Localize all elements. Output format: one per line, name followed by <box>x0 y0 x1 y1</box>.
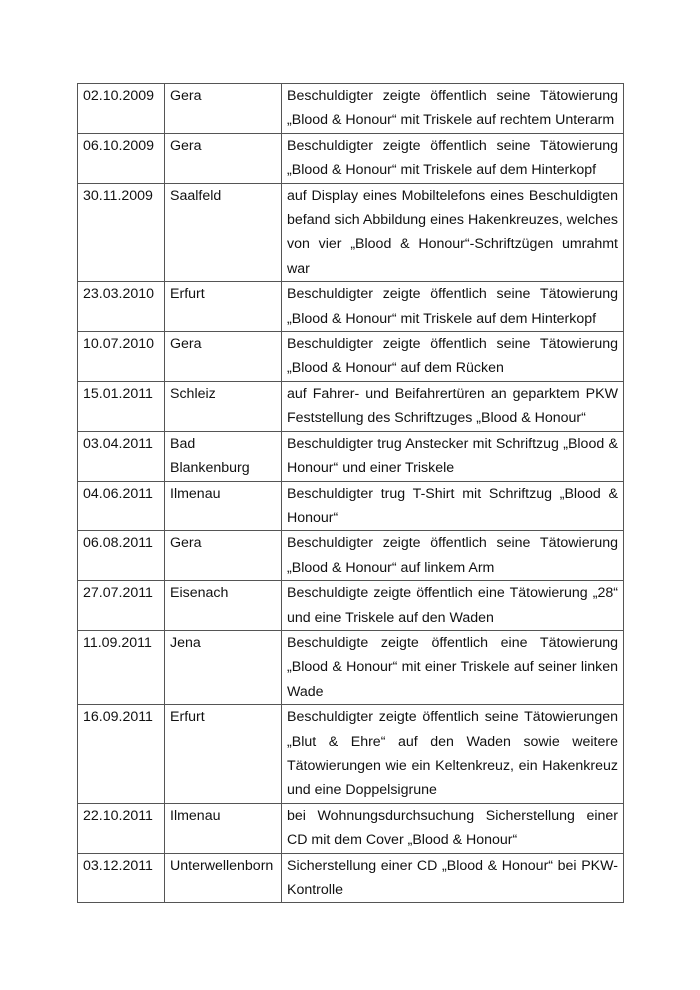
description-cell: Beschuldigter zeigte öffentlich seine Tätowierung „Blood & Honour“ mit Triskele auf rechtem Unterarm <box>282 84 624 134</box>
table-row <box>78 332 624 382</box>
table-row <box>78 481 624 531</box>
date-cell: 22.10.2011 <box>78 803 165 853</box>
incident-table-body <box>78 84 624 903</box>
date-cell: 16.09.2011 <box>78 705 165 804</box>
date-cell: 23.03.2010 <box>78 282 165 332</box>
table-row <box>78 705 624 804</box>
description-cell: Beschuldigte zeigte öffentlich eine Tätowierung „28“ und eine Triskele auf den Waden <box>282 581 624 631</box>
date-cell: 30.11.2009 <box>78 183 165 282</box>
description-cell: Beschuldigte zeigte öffentlich eine Tätowierung „Blood & Honour“ mit einer Triskele auf seiner linken Wade <box>282 630 624 704</box>
place-cell: Saalfeld <box>165 183 282 282</box>
table-row <box>78 803 624 853</box>
place-cell: Erfurt <box>165 705 282 804</box>
place-cell: Jena <box>165 630 282 704</box>
description-cell: Beschuldigter zeigte öffentlich seine Tätowierung „Blood & Honour“ auf linkem Arm <box>282 531 624 581</box>
date-cell: 11.09.2011 <box>78 630 165 704</box>
place-cell: Ilmenau <box>165 481 282 531</box>
place-cell: Unterwellenborn <box>165 853 282 903</box>
place-cell: Gera <box>165 332 282 382</box>
place-cell: Ilmenau <box>165 803 282 853</box>
description-cell: Beschuldigter zeigte öffentlich seine Tätowierung „Blood & Honour“ mit Triskele auf dem Hinterkopf <box>282 282 624 332</box>
description-cell: Beschuldigter zeigte öffentlich seine Tätowierung „Blood & Honour“ mit Triskele auf dem Hinterkopf <box>282 133 624 183</box>
description-cell: Beschuldigter trug Anstecker mit Schriftzug „Blood & Honour“ und einer Triskele <box>282 431 624 481</box>
table-row <box>78 630 624 704</box>
date-cell: 06.08.2011 <box>78 531 165 581</box>
description-cell: auf Fahrer- und Beifahrertüren an geparktem PKW Feststellung des Schriftzuges „Blood & Honour“ <box>282 381 624 431</box>
date-cell: 02.10.2009 <box>78 84 165 134</box>
table-row <box>78 133 624 183</box>
description-cell: auf Display eines Mobiltelefons eines Beschuldigten befand sich Abbildung eines Hakenkreuzes, welches von vier „Blood & Honour“-Schriftzügen umrahmt war <box>282 183 624 282</box>
description-cell: Beschuldigter trug T-Shirt mit Schriftzug „Blood & Honour“ <box>282 481 624 531</box>
description-cell: bei Wohnungsdurchsuchung Sicherstellung einer CD mit dem Cover „Blood & Honour“ <box>282 803 624 853</box>
place-cell: Gera <box>165 531 282 581</box>
table-row <box>78 581 624 631</box>
place-cell: Schleiz <box>165 381 282 431</box>
description-cell: Beschuldigter zeigte öffentlich seine Tätowierungen „Blut & Ehre“ auf den Waden sowie weitere Tätowierungen wie ein Keltenkreuz, ein Hakenkreuz und eine Doppelsigrune <box>282 705 624 804</box>
date-cell: 27.07.2011 <box>78 581 165 631</box>
date-cell: 06.10.2009 <box>78 133 165 183</box>
date-cell: 15.01.2011 <box>78 381 165 431</box>
place-cell: Bad Blankenburg <box>165 431 282 481</box>
table-row <box>78 853 624 903</box>
table-row <box>78 84 624 134</box>
description-cell: Sicherstellung einer CD „Blood & Honour“ bei PKW-Kontrolle <box>282 853 624 903</box>
table-row <box>78 431 624 481</box>
date-cell: 04.06.2011 <box>78 481 165 531</box>
incident-table <box>77 83 624 903</box>
place-cell: Gera <box>165 84 282 134</box>
table-row <box>78 531 624 581</box>
table-row <box>78 183 624 282</box>
date-cell: 10.07.2010 <box>78 332 165 382</box>
date-cell: 03.04.2011 <box>78 431 165 481</box>
table-row <box>78 282 624 332</box>
description-cell: Beschuldigter zeigte öffentlich seine Tätowierung „Blood & Honour“ auf dem Rücken <box>282 332 624 382</box>
date-cell: 03.12.2011 <box>78 853 165 903</box>
table-row <box>78 381 624 431</box>
place-cell: Erfurt <box>165 282 282 332</box>
place-cell: Eisenach <box>165 581 282 631</box>
place-cell: Gera <box>165 133 282 183</box>
